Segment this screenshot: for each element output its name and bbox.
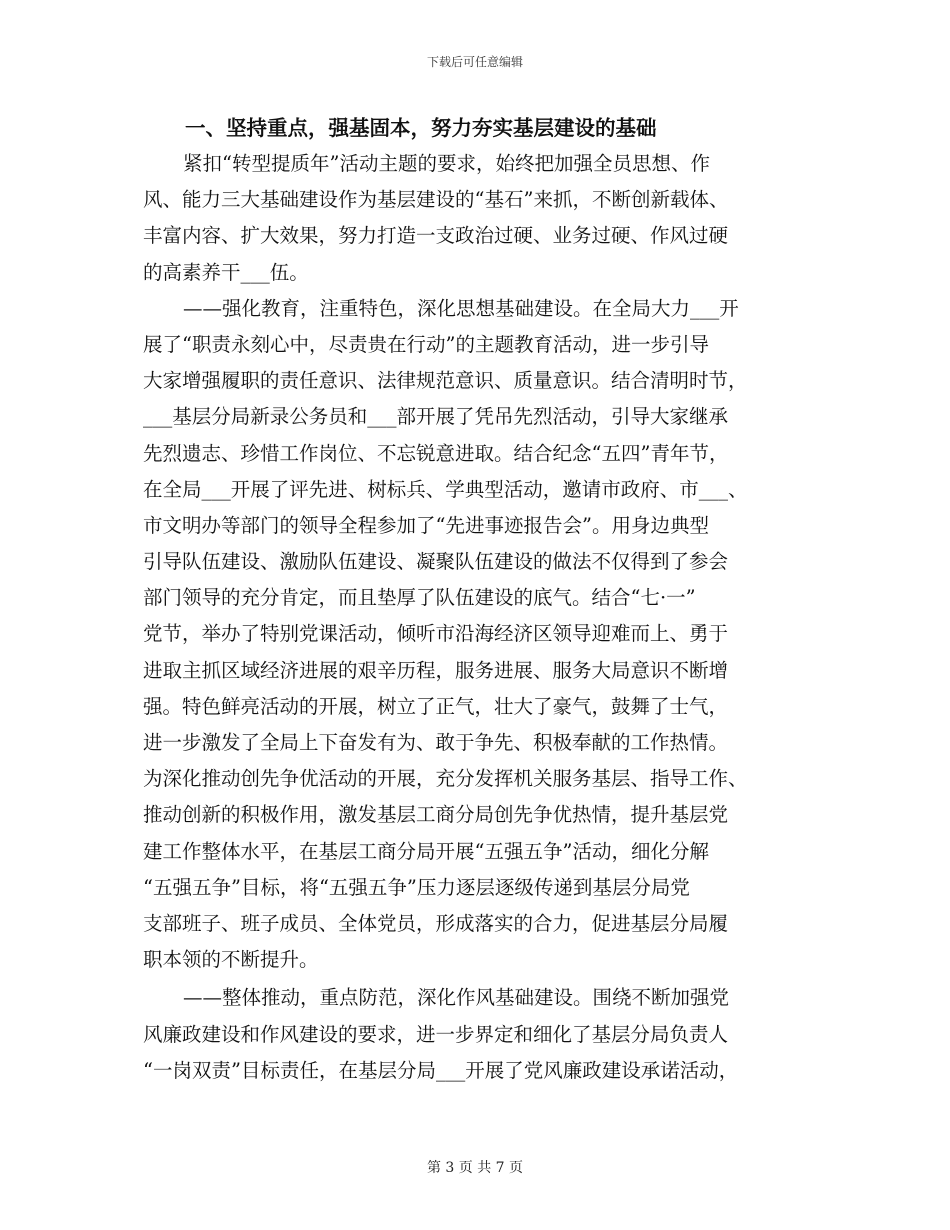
paragraph-line: 风、能力三大基础建设作为基层建设的“基石”来抓，不断创新载体、: [143, 188, 729, 212]
paragraph-line: 市文明办等部门的领导全程参加了“先进事迹报告会”。用身边典型: [143, 513, 709, 537]
paragraph-line: 职本领的不断提升。: [143, 948, 319, 972]
paragraph-line: 支部班子、班子成员、全体党员，形成落实的合力，促进基层分局履: [143, 911, 729, 935]
paragraph-line: ___基层分局新录公务员和___部开展了凭吊先烈活动，引导大家继承: [143, 405, 729, 429]
paragraph-line: 展了“职责永刻心中，尽责贵在行动”的主题教育活动，进一步引导: [143, 332, 709, 356]
document-body: [143, 110, 815, 1089]
paragraph-line: 紧扣“转型提质年”活动主题的要求，始终把加强全员思想、作: [183, 152, 710, 175]
paragraph-line: 强。特色鲜亮活动的开展，树立了正气，壮大了豪气，鼓舞了士气，: [143, 694, 729, 718]
paragraph-line: “一岗双责”目标责任，在基层分局___开展了党风廉政建设承诺活动，: [143, 1058, 739, 1082]
paragraph-line: 建工作整体水平，在基层工商分局开展“五强五争”活动，细化分解: [143, 839, 709, 863]
paragraph-line: 引导队伍建设、激励队伍建设、凝聚队伍建设的做法不仅得到了参会: [143, 550, 729, 574]
paragraph-line: 党节，举办了特别党课活动，倾听市沿海经济区领导迎难而上、勇于: [143, 622, 729, 646]
page-header: 下载后可任意编辑: [426, 55, 523, 69]
paragraph-line: ——强化教育，注重特色，深化思想基础建设。在全局大力___开: [183, 296, 739, 320]
section-heading: 一、坚持重点，强基固本，努力夯实基层建设的基础: [185, 116, 657, 140]
paragraph-line: 先烈遗志、珍惜工作岗位、不忘锐意进取。结合纪念“五四”青年节，: [143, 441, 729, 465]
paragraph-line: 大家增强履职的责任意识、法律规范意识、质量意识。结合清明时节，: [143, 369, 748, 393]
paragraph-line: “五强五争”目标，将“五强五争”压力逐层逐级传递到基层分局党: [143, 875, 690, 899]
paragraph-line: 进取主抓区域经济进展的艰辛历程，服务进展、服务大局意识不断增: [143, 658, 729, 682]
paragraph-line: 丰富内容、扩大效果，努力打造一支政治过硬、业务过硬、作风过硬: [143, 224, 729, 248]
paragraph-line: 进一步激发了全局上下奋发有为、敢于争先、积极奉献的工作热情。: [143, 731, 729, 754]
paragraph-line: 推动创新的积极作用，激发基层工商分局创先争优热情，提升基层党: [143, 803, 729, 827]
paragraph-line: 部门领导的充分肯定，而且垫厚了队伍建设的底气。结合“七·一”: [143, 586, 696, 610]
paragraph-line: 为深化推动创先争优活动的开展，充分发挥机关服务基层、指导工作、: [143, 767, 748, 791]
paragraph-line: 的高素养干___伍。: [143, 260, 309, 284]
page-footer: 第 3 页 共 7 页: [426, 1160, 524, 1176]
paragraph-line: 在全局___开展了评先进、树标兵、学典型活动，邀请市政府、市___、: [143, 477, 748, 501]
paragraph-line: 风廉政建设和作风建设的要求，进一步界定和细化了基层分局负责人: [143, 1022, 729, 1046]
paragraph-line: ——整体推动，重点防范，深化作风基础建设。围绕不断加强党: [183, 986, 730, 1010]
